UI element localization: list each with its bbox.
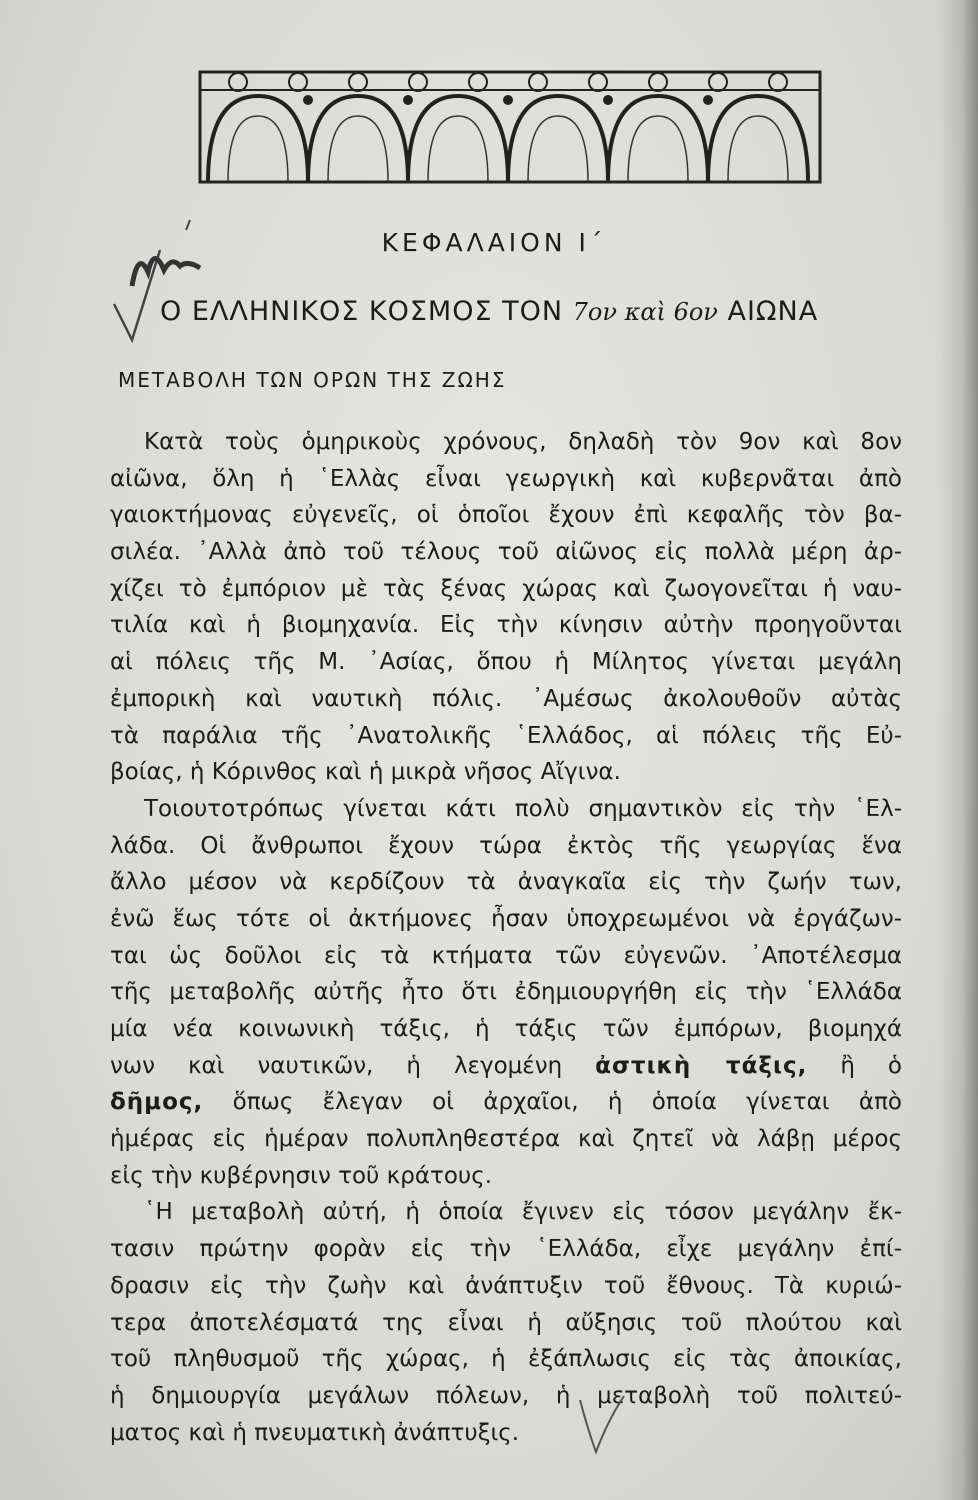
chapter-title — [160, 296, 818, 327]
text-line: αἰῶνα, ὅλη ἡ ῾Ελλὰς εἶναι γεωργικὴ καὶ κυβερνᾶται ἀπὸ — [110, 465, 902, 492]
page-spine-shadow — [938, 0, 978, 1500]
text-line-bold-term — [110, 1084, 902, 1121]
text-line: Τοιουτοτρόπως γίνεται κάτι πολὺ σημαντικὸν εἰς τὴν ῾Ελ- — [144, 795, 902, 822]
text-line: δρασιν εἰς τὴν ζωὴν καὶ ἀνάπτυξιν τοῦ ἔθνους. Τὰ κυριώ- — [110, 1272, 902, 1299]
text-line: ματος καὶ ἡ πνευματικὴ ἀνάπτυξις. — [110, 1419, 520, 1446]
title-part-3: ΑΙΩΝΑ — [727, 296, 819, 327]
section-heading: ΜΕΤΑΒΟΛΗ ΤΩΝ ΟΡΩΝ ΤΗΣ ΖΩΗΣ — [118, 368, 507, 392]
text-line: ἡμέρας εἰς ἡμέραν πολυπληθεστέρα καὶ ζητεῖ νὰ λάβῃ μέρος — [110, 1126, 902, 1153]
text-line: χίζει τὸ ἐμπόριον μὲ τὰς ξένας χώρας καὶ ζωογονεῖται ἡ ναυ- — [110, 575, 902, 602]
text-line: γαιοκτήμονας εὐγενεῖς, οἱ ὁποῖοι ἔχουν ἐπὶ κεφαλῆς τὸν βα- — [110, 502, 902, 529]
handwritten-check-mark — [572, 1390, 632, 1460]
body-text — [110, 424, 902, 1451]
line18-post: ἢ ὁ — [840, 1052, 902, 1079]
text-line: ἄλλο μέσον νὰ κερδίζουν τὰ ἀναγκαῖα εἰς τὴν ζωήν των, — [110, 869, 902, 896]
line19-post: ὅπως ἔλεγαν οἱ ἀρχαῖοι, ἡ ὁποία γίνεται ἀπὸ — [232, 1089, 902, 1116]
text-line: ται ὡς δοῦλοι εἰς τὰ κτήματα τῶν εὐγενῶν. ᾿Αποτέλεσμα — [110, 942, 902, 969]
text-line: ἐνῶ ἕως τότε οἱ ἀκτήμονες ἦσαν ὑποχρεωμένοι νὰ ἐργάζων- — [110, 905, 902, 932]
text-line: τερα ἀποτελέσματά της εἶναι ἡ αὔξησις τοῦ πλούτου καὶ — [110, 1309, 902, 1336]
term-astiki-taxis: ἀστικὴ τάξις, — [595, 1052, 808, 1079]
text-line: τὰ παράλια τῆς ᾿Ανατολικῆς ῾Ελλάδος, αἱ πόλεις τῆς Εὐ- — [110, 722, 902, 749]
text-line: ἡ δημιουργία μεγάλων πόλεων, ἡ μεταβολὴ τοῦ πολιτεύ- — [110, 1382, 902, 1409]
title-part-2: 7ον καὶ 6ον — [572, 298, 718, 326]
text-line: λάδα. Οἱ ἄνθρωποι ἔχουν τώρα ἐκτὸς τῆς γεωργίας ἕνα — [110, 832, 902, 859]
title-part-1: Ο ΕΛΛΗΝΙΚΟΣ ΚΟΣΜΟΣ ΤΟΝ — [160, 296, 564, 327]
text-line: τοῦ πληθυσμοῦ τῆς χώρας, ἡ ἐξάπλωσις εἰς τὰς ἀποικίας, — [110, 1346, 902, 1373]
decorative-arch-ornament — [198, 66, 822, 186]
line18-pre: νων καὶ ναυτικῶν, ἡ λεγομένη — [110, 1052, 563, 1079]
text-line: ἐμπορικὴ καὶ ναυτικὴ πόλις. ᾿Αμέσως ἀκολουθοῦν αὐτὰς — [110, 685, 902, 712]
text-line: τασιν πρώτην φορὰν εἰς τὴν ῾Ελλάδα, εἶχε μεγάλην ἐπί- — [110, 1236, 902, 1263]
text-line: σιλέα. ᾿Αλλὰ ἀπὸ τοῦ τέλους τοῦ αἰῶνος εἰς πολλὰ μέρη ἀρ- — [110, 539, 902, 566]
text-line: τῆς μεταβολῆς αὐτῆς ἦτο ὅτι ἐδημιουργήθη εἰς τὴν ῾Ελλάδα — [110, 979, 902, 1006]
text-line: ῾Η μεταβολὴ αὐτή, ἡ ὁποία ἔγινεν εἰς τόσον μεγάλην ἔκ- — [144, 1199, 902, 1226]
text-line: μία νέα κοινωνικὴ τάξις, ἡ τάξις τῶν ἐμπόρων, βιομηχά — [110, 1016, 902, 1042]
term-dimos: δῆμος, — [110, 1089, 204, 1116]
text-line-bold-term — [110, 1048, 902, 1085]
text-line: Κατὰ τοὺς ὁμηρικοὺς χρόνους, δηλαδὴ τὸν 9ον καὶ 8ον — [144, 429, 902, 455]
chapter-heading: ΚΕΦΑΛΑΙΟΝ Ι΄ — [381, 228, 607, 257]
text-line: βοίας, ἡ Κόρινθος καὶ ἡ μικρὰ νῆσος Αἴγινα. — [110, 759, 621, 786]
text-line: τιλία καὶ ἡ βιομηχανία. Εἰς τὴν κίνησιν αὐτὴν προηγοῦνται — [110, 612, 902, 639]
text-line: εἰς τὴν κυβέρνησιν τοῦ κράτους. — [110, 1162, 493, 1189]
text-line: αἱ πόλεις τῆς Μ. ᾿Ασίας, ὅπου ἡ Μίλητος γίνεται μεγάλη — [110, 649, 902, 676]
